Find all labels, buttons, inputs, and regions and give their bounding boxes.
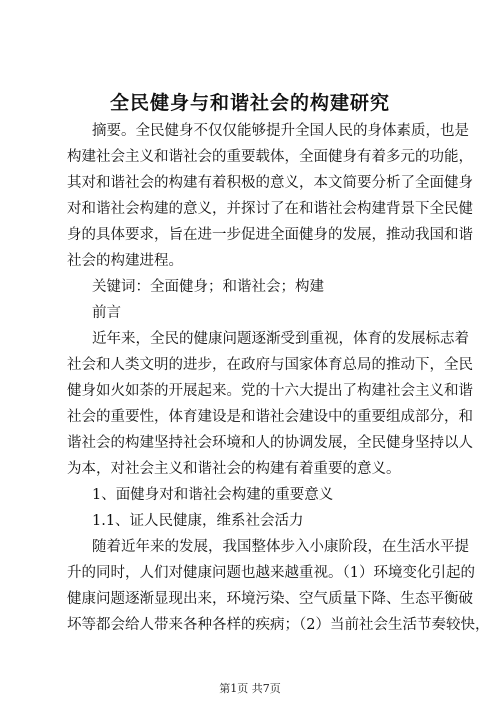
- abstract-line: 对和谐社会构建的意义，并探讨了在和谐社会构建背景下全民健: [67, 201, 473, 217]
- keywords-line: 关键词：全面健身；和谐社会；构建: [92, 279, 324, 295]
- document-title: 全民健身与和谐社会的构建研究: [109, 92, 390, 114]
- body-line: 坏等都会给人带来各种各样的疾病；（2）当前社会生活节奏较快，: [67, 617, 490, 633]
- abstract-line: 摘要。全民健身不仅仅能够提升全国人民的身体素质，也是: [92, 123, 469, 139]
- body-line: 升的同时，人们对健康问题也越来越重视。（1）环境变化引起的: [67, 565, 475, 581]
- section-heading: 1、面健身对和谐社会构建的重要意义: [92, 487, 334, 503]
- abstract-line: 构建社会主义和谐社会的重要载体，全面健身有着多元的功能，: [67, 149, 473, 165]
- preface-heading: 前言: [92, 305, 121, 321]
- body-line: 健康问题逐渐显现出来，环境污染、空气质量下降、生态平衡破: [67, 591, 473, 607]
- body-line: 随着近年来的发展，我国整体步入小康阶段，在生活水平提: [92, 539, 469, 555]
- abstract-line: 社会的构建进程。: [67, 253, 183, 269]
- subsection-heading: 1.1、证人民健康，维系社会活力: [92, 513, 304, 529]
- preface-line: 社会和人类文明的进步，在政府与国家体育总局的推动下，全民: [67, 357, 473, 373]
- preface-line: 为本，对社会主义和谐社会的构建有着重要的意义。: [67, 461, 401, 477]
- preface-line: 健身如火如荼的开展起来。党的十六大提出了构建社会主义和谐: [67, 383, 473, 399]
- abstract-line: 其对和谐社会的构建有着积极的意义，本文简要分析了全面健身: [67, 175, 473, 191]
- abstract-line: 身的具体要求，旨在进一步促进全面健身的发展，推动我国和谐: [67, 227, 473, 243]
- page-footer: 第1页 共7页: [219, 682, 281, 695]
- preface-line: 谐社会的构建坚持社会环境和人的协调发展，全民健身坚持以人: [67, 435, 473, 451]
- preface-line: 近年来，全民的健康问题逐渐受到重视，体育的发展标志着: [92, 331, 469, 347]
- preface-line: 社会的重要性，体育建设是和谐社会建设中的重要组成部分，和: [67, 409, 473, 425]
